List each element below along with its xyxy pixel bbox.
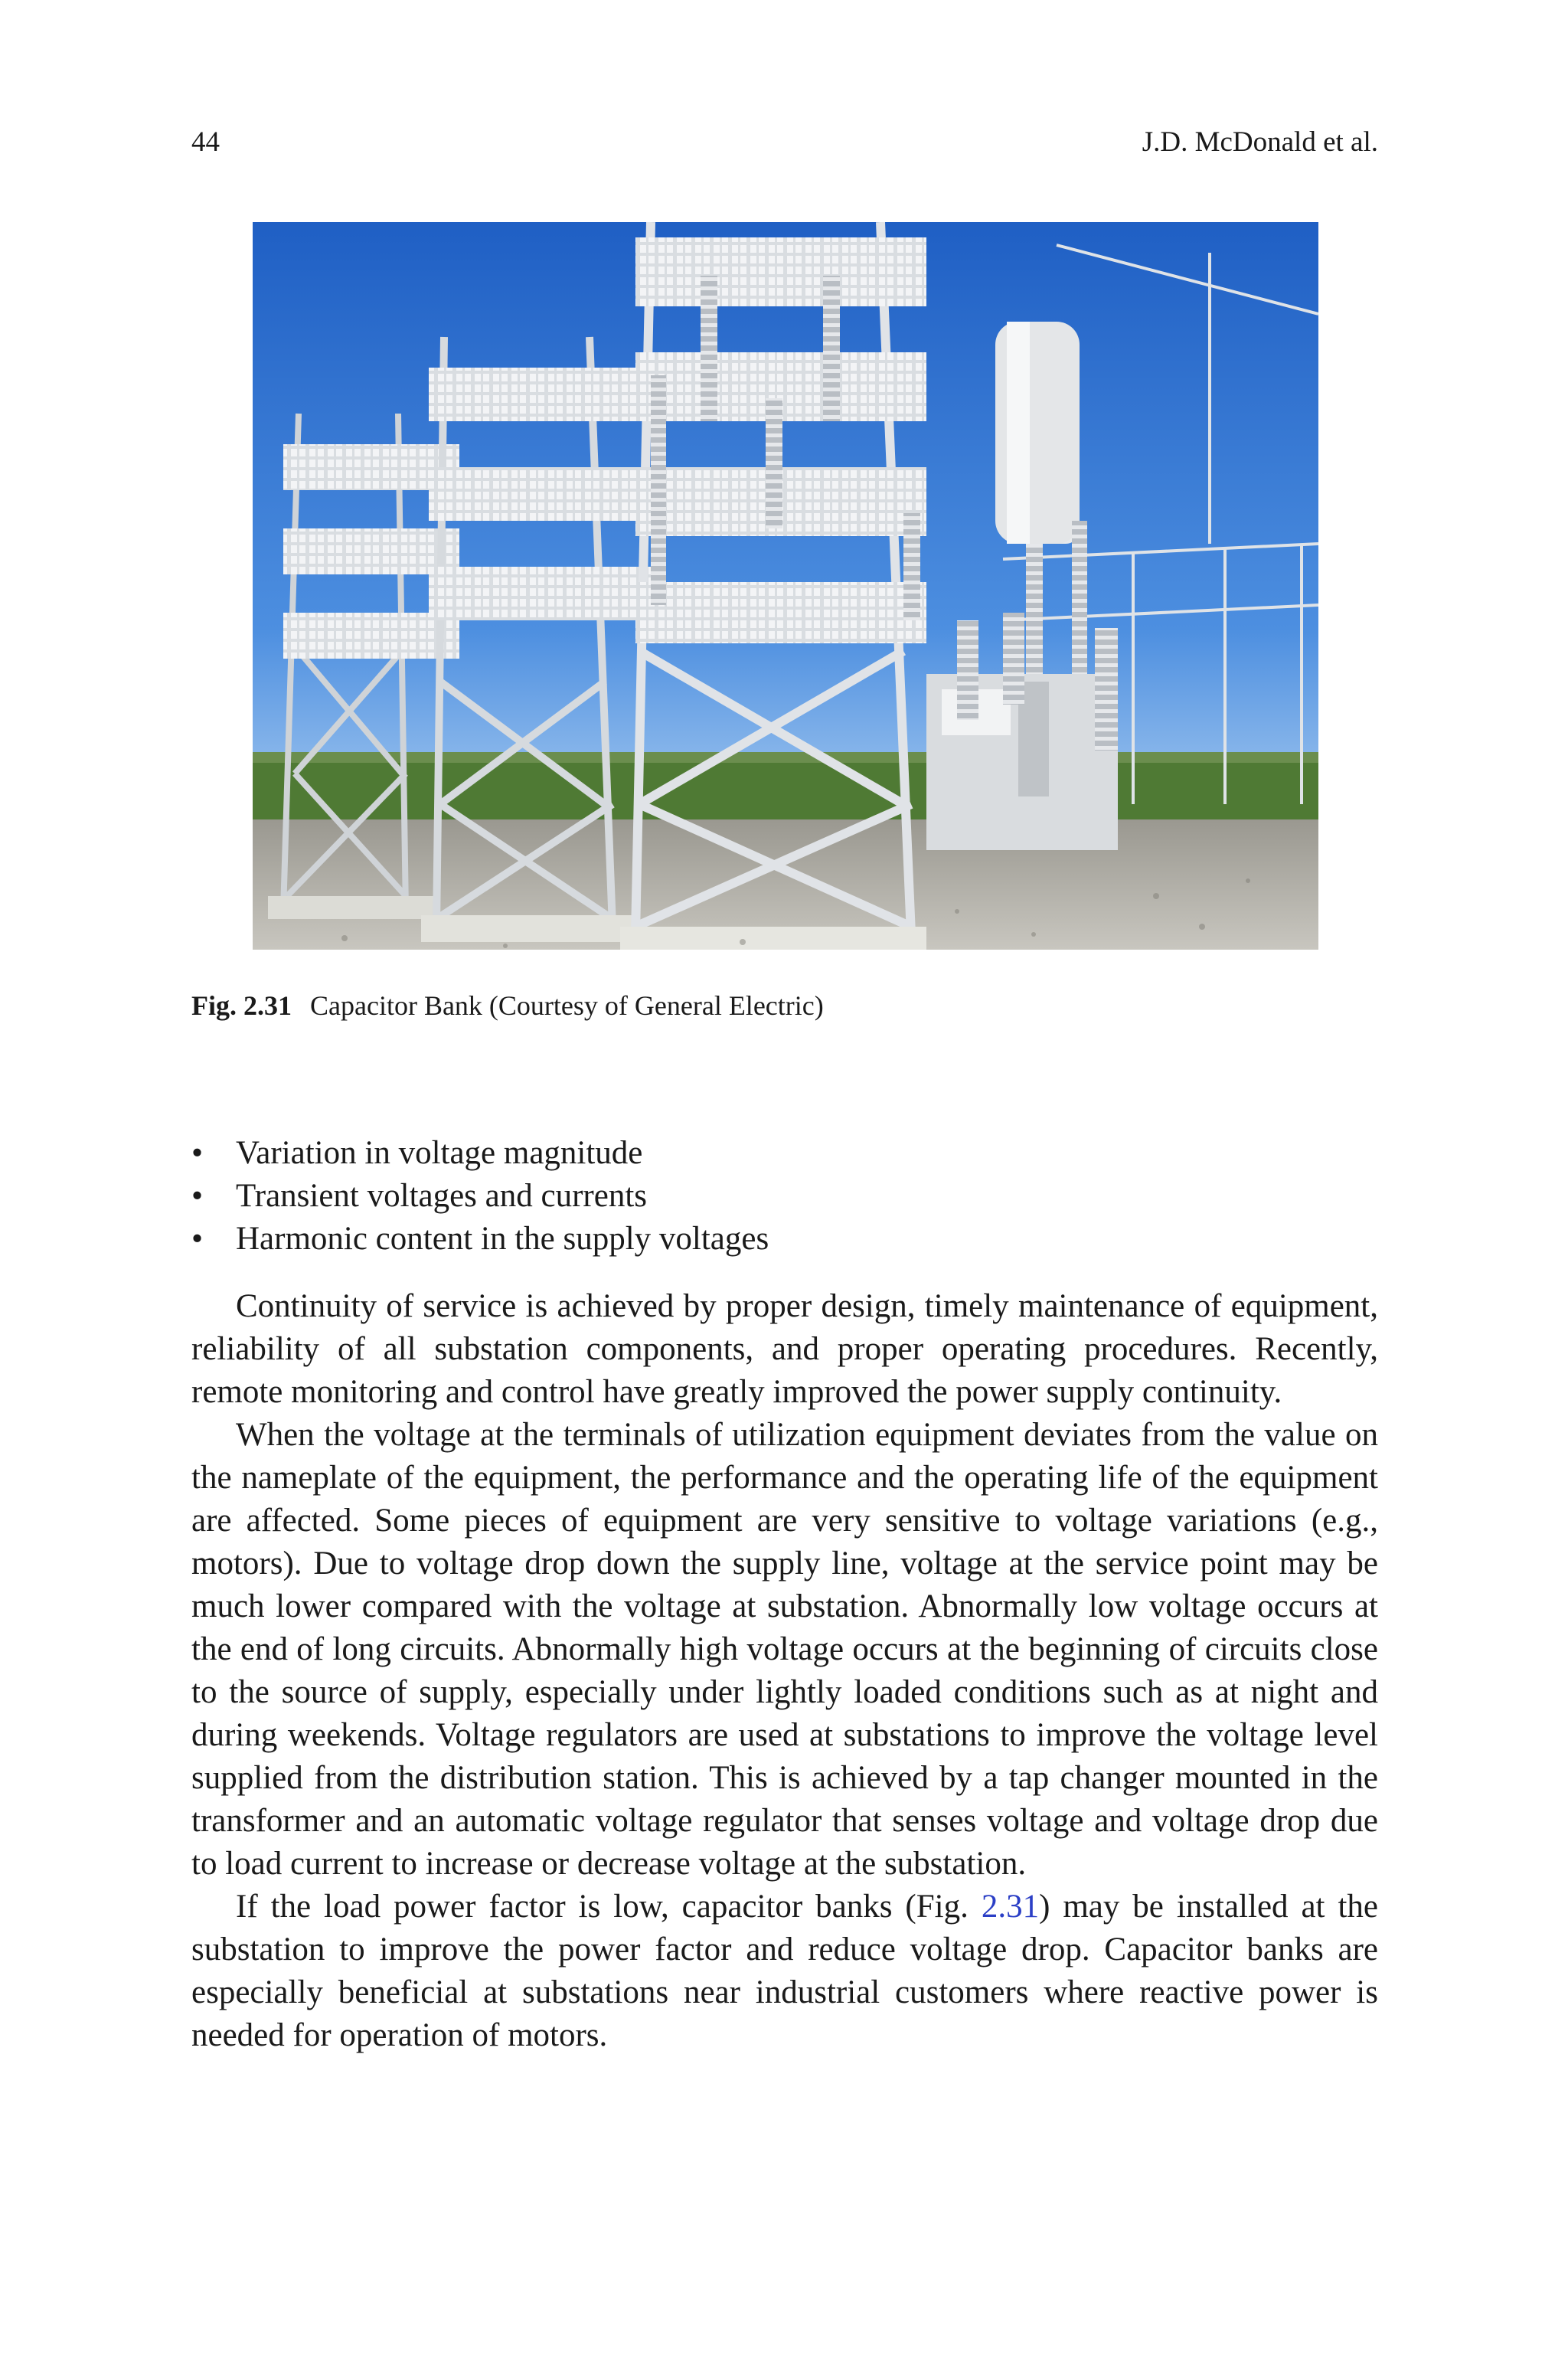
field [253,758,1318,827]
figure-label: Fig. 2.31 [191,990,292,1021]
body-text [191,1285,1378,2057]
bullet-list [191,1132,1378,1261]
bullet-icon: • [191,1221,204,1257]
bullet-icon: • [191,1178,204,1214]
figure-photo [253,222,1318,950]
list-item: • Variation in voltage magnitude [191,1132,1378,1175]
paragraph: If the load power factor is low, capacitor banks (Fig. 2.31) may be installed at the substation to improve the power factor and reduce voltage drop. Capacitor banks are especially beneficial at substations near industrial customers where reactive power is needed for operation of motors. [191,1889,1378,2053]
page-number: 44 [191,126,220,158]
figure-caption-text: Capacitor Bank (Courtesy of General Electric) [310,990,824,1021]
figure-caption [191,989,824,1022]
paragraph: When the voltage at the terminals of utilization equipment deviates from the value on the nameplate of the equipment, the performance and the operating life of the equipment are affected. Some pieces of equipment are very sensitive to voltage variations (e.g., motors). Due to voltage drop down the supply line, voltage at the service point may be much lower compared with the voltage at substation. Abnormally low voltage occurs at the end of long circuits. Abnormally high voltage occurs at the beginning of circuits close to the source of supply, especially under lightly loaded conditions such as at night and during weekends. Voltage regulators are used at substations to improve the voltage level supplied from the distribution station. This is achieved by a tap changer mounted in the transformer and an automatic voltage regulator that senses voltage and voltage drop due to load current to increase or decrease voltage at the substation. [191,1417,1378,1882]
paragraph: Continuity of service is achieved by proper design, timely maintenance of equipment, reliability of all substation components, and proper operating procedures. Recently, remote monitoring and control have greatly improved the power supply continuity. [191,1288,1378,1410]
running-head: J.D. McDonald et al. [1142,126,1378,158]
list-item: • Harmonic content in the supply voltages [191,1218,1378,1261]
list-item: • Transient voltages and currents [191,1175,1378,1218]
bullet-icon: • [191,1135,204,1171]
figure-reference-link[interactable]: 2.31 [981,1889,1040,1925]
